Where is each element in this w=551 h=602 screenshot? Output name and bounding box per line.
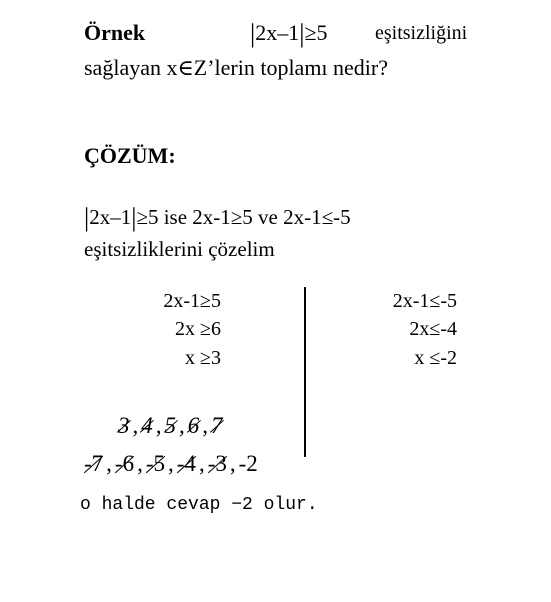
right-step-3: x ≤-2 [414,347,457,369]
answer-value: -2 [238,451,258,476]
right-step-2: 2x≤-4 [409,318,457,340]
struck-value: -4 [176,451,196,476]
example-line1-rest: eşitsizliğini [375,22,468,44]
struck-value: 5 [164,413,176,438]
inequality-relation: ≥5 [304,20,328,45]
solution-line2: eşitsizliklerini çözelim [84,237,275,261]
abs-bar-right: | [299,19,305,48]
struck-value: -6 [114,451,135,476]
left-step-3: x ≥3 [185,347,221,369]
example-label: Örnek [84,20,146,45]
abs-bar-left: | [250,19,256,48]
abs-expression: 2x–1 [255,20,300,45]
struck-value: 6 [187,413,200,438]
abs-bar-left: | [84,203,90,232]
left-step-2: 2x ≥6 [175,318,221,340]
negative-values-list: -7 , -6 , -5 , -4 , -3 , -2 [84,451,258,476]
column-divider [304,287,306,457]
example-inequality [250,20,328,47]
right-step-1: 2x-1≤-5 [392,290,457,312]
abs-bar-right: | [131,203,137,232]
struck-value: -3 [207,451,227,476]
solution-line1-rest: ≥5 ise 2x-1≥5 ve 2x-1≤-5 [136,205,351,229]
example-line2: sağlayan x∈Z’lerin toplamı nedir? [84,55,389,80]
solution-title: ÇÖZÜM: [84,143,176,168]
struck-value: 4 [141,413,153,438]
abs-expression: 2x–1 [89,205,132,229]
struck-value: 3 [118,413,130,438]
solution-line1 [84,205,351,231]
struck-value: -5 [145,451,166,476]
left-step-1: 2x-1≥5 [163,290,221,312]
struck-value: -7 [84,451,104,476]
struck-value: 7 [211,413,223,438]
positive-values-list: 3 , 4 , 5 , 6 , 7 [118,413,223,438]
conclusion-text: o halde cevap −2 olur. [80,495,318,515]
